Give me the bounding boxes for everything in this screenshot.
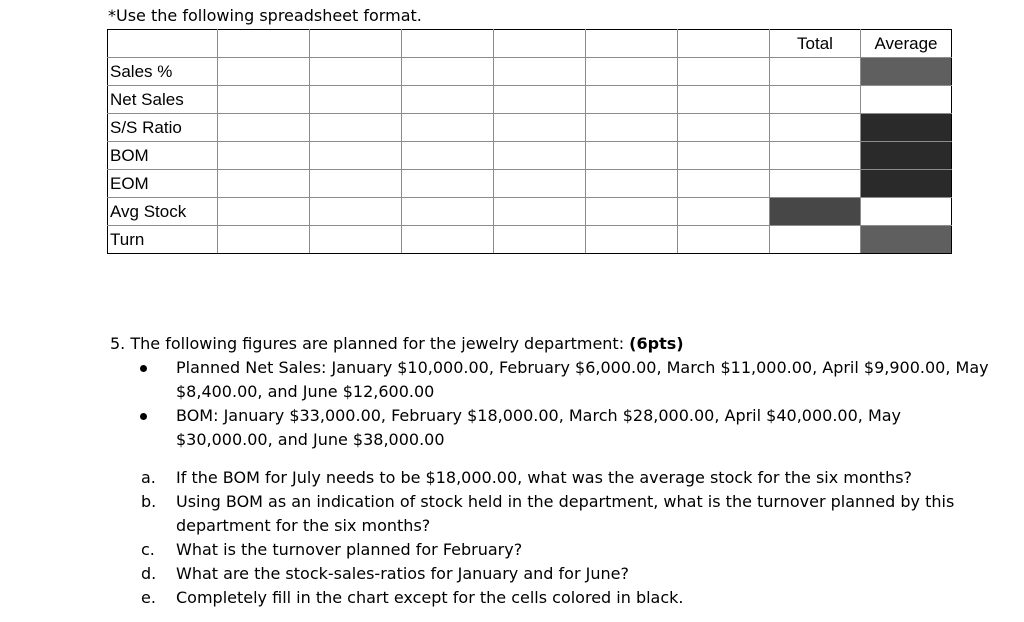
list-item [110, 356, 990, 404]
total-cell[interactable] [770, 114, 861, 142]
total-cell[interactable] [770, 142, 861, 170]
data-cell[interactable] [678, 226, 770, 254]
question-item [110, 490, 990, 538]
month-cell[interactable] [494, 30, 586, 58]
question-text: If the BOM for July needs to be $18,000.00, what was the average stock for the six months? [176, 468, 913, 487]
row-label: S/S Ratio [108, 114, 218, 142]
data-cell[interactable] [310, 58, 402, 86]
row-label: Turn [108, 226, 218, 254]
bullet-text: Planned Net Sales: January $10,000.00, February $6,000.00, March $11,000.00, April $9,900.00, May $8,400.00, and June $12,600.00 [176, 358, 989, 401]
row-turn [108, 226, 952, 254]
header-row [108, 30, 952, 58]
data-cell[interactable] [678, 142, 770, 170]
spreadsheet-table [107, 29, 952, 254]
row-label: Net Sales [108, 86, 218, 114]
data-cell[interactable] [586, 170, 678, 198]
data-cell[interactable] [218, 86, 310, 114]
data-cell[interactable] [218, 58, 310, 86]
row-label: Sales % [108, 58, 218, 86]
total-cell[interactable] [770, 86, 861, 114]
data-cell[interactable] [310, 170, 402, 198]
data-cell[interactable] [586, 58, 678, 86]
data-cell[interactable] [494, 58, 586, 86]
data-cell[interactable] [494, 198, 586, 226]
data-cell[interactable] [218, 142, 310, 170]
row-net-sales [108, 86, 952, 114]
row-label: BOM [108, 142, 218, 170]
total-header: Total [770, 30, 861, 58]
data-cell[interactable] [402, 86, 494, 114]
data-cell[interactable] [310, 86, 402, 114]
data-cell[interactable] [586, 114, 678, 142]
problem-points: (6pts) [629, 334, 684, 353]
corner-cell[interactable] [108, 30, 218, 58]
data-cell[interactable] [402, 114, 494, 142]
row-eom [108, 170, 952, 198]
average-header: Average [861, 30, 952, 58]
question-item [110, 562, 990, 586]
data-cell[interactable] [586, 198, 678, 226]
month-cell[interactable] [402, 30, 494, 58]
data-cell[interactable] [678, 86, 770, 114]
data-cell[interactable] [310, 226, 402, 254]
data-cell[interactable] [494, 170, 586, 198]
questions-list [110, 466, 990, 610]
black-cell [861, 142, 952, 170]
data-cell[interactable] [494, 226, 586, 254]
data-cell[interactable] [678, 114, 770, 142]
data-cell[interactable] [218, 114, 310, 142]
figures-list [110, 356, 990, 452]
month-cell[interactable] [218, 30, 310, 58]
bullet-icon [140, 365, 147, 372]
question-text: Completely fill in the chart except for the cells colored in black. [176, 588, 684, 607]
bullet-icon [140, 413, 147, 420]
row-label: EOM [108, 170, 218, 198]
data-cell[interactable] [586, 142, 678, 170]
month-cell[interactable] [678, 30, 770, 58]
list-item [110, 404, 990, 452]
question-item [110, 466, 990, 490]
data-cell[interactable] [678, 170, 770, 198]
month-cell[interactable] [586, 30, 678, 58]
data-cell[interactable] [310, 114, 402, 142]
data-cell[interactable] [218, 226, 310, 254]
black-cell [861, 114, 952, 142]
shaded-cell [861, 58, 952, 86]
shaded-cell [861, 226, 952, 254]
data-cell[interactable] [678, 58, 770, 86]
row-label: Avg Stock [108, 198, 218, 226]
data-cell[interactable] [218, 198, 310, 226]
question-letter: b. [141, 492, 157, 511]
data-cell[interactable] [678, 198, 770, 226]
question-letter: e. [141, 588, 156, 607]
question-letter: a. [141, 468, 156, 487]
question-item [110, 538, 990, 562]
question-letter: c. [141, 540, 155, 559]
total-cell[interactable] [770, 170, 861, 198]
total-cell[interactable] [770, 226, 861, 254]
total-cell[interactable] [770, 58, 861, 86]
question-item [110, 586, 990, 610]
problem-section [110, 332, 990, 610]
data-cell[interactable] [586, 226, 678, 254]
row-avg-stock [108, 198, 952, 226]
problem-title-text: 5. The following figures are planned for the jewelry department: [110, 334, 630, 353]
data-cell[interactable] [402, 142, 494, 170]
data-cell[interactable] [494, 86, 586, 114]
question-text: What is the turnover planned for February? [176, 540, 523, 559]
data-cell[interactable] [402, 198, 494, 226]
question-text: Using BOM as an indication of stock held in the department, what is the turnover planned by this department for the six months? [176, 492, 955, 535]
black-cell [861, 170, 952, 198]
data-cell[interactable] [310, 198, 402, 226]
average-cell[interactable] [861, 86, 952, 114]
question-text: What are the stock-sales-ratios for January and for June? [176, 564, 629, 583]
data-cell[interactable] [310, 142, 402, 170]
instruction-text: *Use the following spreadsheet format. [108, 6, 422, 25]
month-cell[interactable] [310, 30, 402, 58]
row-bom [108, 142, 952, 170]
row-sales-pct [108, 58, 952, 86]
question-letter: d. [141, 564, 157, 583]
average-cell[interactable] [861, 198, 952, 226]
data-cell[interactable] [402, 58, 494, 86]
data-cell[interactable] [494, 142, 586, 170]
problem-title [110, 332, 990, 356]
data-cell[interactable] [586, 86, 678, 114]
bullet-text: BOM: January $33,000.00, February $18,000.00, March $28,000.00, April $40,000.00, May $30,000.00, and June $38,000.00 [176, 406, 902, 449]
data-cell[interactable] [494, 114, 586, 142]
data-cell[interactable] [402, 226, 494, 254]
data-cell[interactable] [402, 170, 494, 198]
data-cell[interactable] [218, 170, 310, 198]
row-ss-ratio [108, 114, 952, 142]
shaded-cell [770, 198, 861, 226]
